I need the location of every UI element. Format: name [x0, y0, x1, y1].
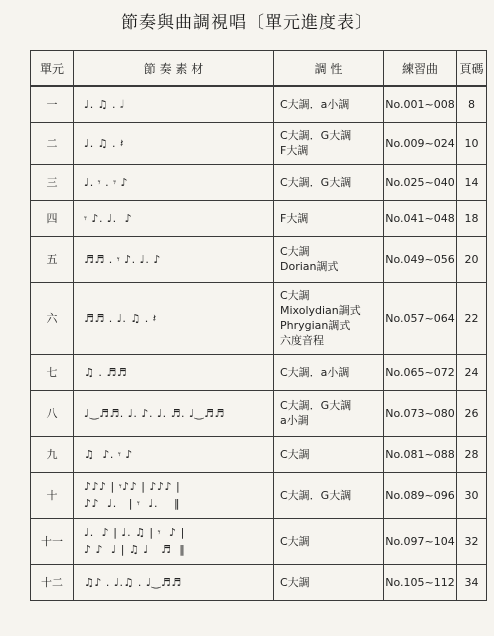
rhythm-material: ♫♪ . ♩.♫ . ♩‿♬♬ [74, 564, 274, 600]
tonality-cell [274, 86, 384, 122]
tonality-line: C大調 [280, 534, 310, 548]
unit-number: 八 [31, 390, 74, 436]
rhythm-material: ♩. 𝄾 . 𝄾 ♪ [74, 164, 274, 200]
exercise-range: No.057~064 [384, 282, 457, 354]
table-row [31, 518, 487, 564]
tonality-line: Phrygian調式 [280, 319, 351, 332]
rhythm-material: ♪♪♪ | 𝄾♪♪ | ♪♪♪ | ♪♪ ♩. | 𝄾 ♩. ‖ [74, 472, 274, 518]
tonality-line: C大調 [280, 289, 310, 302]
exercise-range: No.009~024 [384, 122, 457, 164]
rhythm-material: ♩‿♬♬. ♩. ♪. ♩. ♬. ♩‿♬♬ [74, 390, 274, 436]
tonality-cell [274, 164, 384, 200]
tonality-cell [274, 282, 384, 354]
exercise-range: No.049~056 [384, 236, 457, 282]
tonality-cell [274, 472, 384, 518]
tonality-line: 六度音程 [280, 334, 324, 347]
page-number: 18 [457, 200, 487, 236]
exercise-range: No.065~072 [384, 354, 457, 390]
unit-number: 三 [31, 164, 74, 200]
rhythm-material: ♫ . ♬♬ [74, 354, 274, 390]
header-exercises: 練習曲 [384, 51, 457, 87]
table-row [31, 86, 487, 122]
unit-number: 一 [31, 86, 74, 122]
tonality-line: C大調 [280, 575, 310, 589]
unit-number: 六 [31, 282, 74, 354]
table-row [31, 436, 487, 472]
unit-number: 十一 [31, 518, 74, 564]
rhythm-material: ♩. ♫ . 𝄽 [74, 122, 274, 164]
unit-progress-table [30, 50, 487, 601]
tonality-cell [274, 436, 384, 472]
tonality-cell [274, 122, 384, 164]
page-number: 30 [457, 472, 487, 518]
header-tonality: 調 性 [274, 51, 384, 87]
page-title: 節奏與曲調視唱〔單元進度表〕 [121, 13, 373, 33]
tonality-cell [274, 354, 384, 390]
tonality-line: Mixolydian調式 [280, 304, 361, 317]
table-row [31, 354, 487, 390]
exercise-range: No.089~096 [384, 472, 457, 518]
tonality-line: C大調 [280, 245, 310, 258]
unit-number: 十 [31, 472, 74, 518]
tonality-line: Dorian調式 [280, 260, 339, 273]
table-row [31, 390, 487, 436]
exercise-range: No.097~104 [384, 518, 457, 564]
tonality-line: C大調．G大調 [280, 129, 352, 142]
table-row [31, 122, 487, 164]
tonality-cell [274, 200, 384, 236]
tonality-line: a小調 [280, 414, 309, 427]
table-row [31, 236, 487, 282]
tonality-line: C大調．G大調 [280, 175, 352, 189]
page-number: 28 [457, 436, 487, 472]
rhythm-material: ♩. ♫ . 𝅗𝅥 [74, 86, 274, 122]
exercise-range: No.073~080 [384, 390, 457, 436]
rhythm-material: ♬♬ . 𝄾 ♪. ♩. ♪ [74, 236, 274, 282]
page-number: 8 [457, 86, 487, 122]
unit-number: 七 [31, 354, 74, 390]
exercise-range: No.001~008 [384, 86, 457, 122]
table-row [31, 564, 487, 600]
unit-number: 五 [31, 236, 74, 282]
header-page: 頁碼 [457, 51, 487, 87]
rhythm-material: ♩. ♪ | ♩. ♫ | 𝄾 ♪ | ♪ ♪ ♩ | ♫ ♩ ♬ ‖ [74, 518, 274, 564]
page-number: 24 [457, 354, 487, 390]
unit-number: 九 [31, 436, 74, 472]
table-header-row [31, 51, 487, 87]
tonality-cell [274, 390, 384, 436]
exercise-range: No.105~112 [384, 564, 457, 600]
table-row [31, 164, 487, 200]
rhythm-material: ♫ ♪. 𝄾 ♪ [74, 436, 274, 472]
table-row [31, 472, 487, 518]
tonality-line: F大調 [280, 211, 309, 225]
rhythm-material: 𝄾 ♪. ♩. ♪ [74, 200, 274, 236]
tonality-line: C大調 [280, 447, 310, 461]
tonality-line: C大調．G大調 [280, 399, 352, 412]
page-number: 10 [457, 122, 487, 164]
tonality-cell [274, 518, 384, 564]
unit-number: 十二 [31, 564, 74, 600]
page-number: 34 [457, 564, 487, 600]
unit-number: 二 [31, 122, 74, 164]
tonality-line: F大調 [280, 144, 309, 157]
page-number: 22 [457, 282, 487, 354]
page-number: 32 [457, 518, 487, 564]
page-number: 14 [457, 164, 487, 200]
tonality-cell [274, 564, 384, 600]
tonality-line: C大調．a小調 [280, 97, 350, 111]
header-unit: 單元 [31, 51, 74, 87]
tonality-line: C大調．a小調 [280, 365, 350, 379]
tonality-line: C大調．G大調 [280, 488, 352, 502]
header-rhythm: 節 奏 素 材 [74, 51, 274, 87]
table-row [31, 200, 487, 236]
rhythm-material: ♬♬ . ♩. ♫ . 𝄽 [74, 282, 274, 354]
exercise-range: No.041~048 [384, 200, 457, 236]
unit-number: 四 [31, 200, 74, 236]
exercise-range: No.025~040 [384, 164, 457, 200]
tonality-cell [274, 236, 384, 282]
exercise-range: No.081~088 [384, 436, 457, 472]
page-number: 20 [457, 236, 487, 282]
page-number: 26 [457, 390, 487, 436]
table-row [31, 282, 487, 354]
